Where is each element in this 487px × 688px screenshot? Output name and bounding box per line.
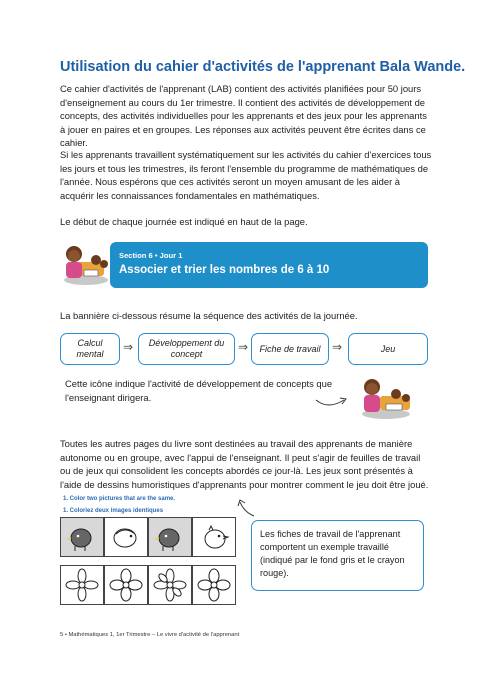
bird-icon [105,518,147,556]
example-cell [148,517,192,557]
flower-icon [105,566,147,604]
flow-step-game: Jeu [348,333,428,365]
example-cell [60,517,104,557]
curved-arrow-icon [314,392,354,410]
example-cell [104,517,148,557]
curved-arrow-icon [236,498,258,520]
flower-icon [149,566,191,604]
example-cell [104,565,148,605]
bird-icon [61,518,103,556]
example-heading-en: 1. Color two pictures that are the same. [63,496,176,502]
flow-arrow-icon: ⇒ [332,340,343,354]
example-cell [192,565,236,605]
flow-step-worksheet: Fiche de travail [251,333,329,365]
flower-icon [61,566,103,604]
worksheet-info-box: Les fiches de travail de l'apprenant comportent un exemple travaillé (indiqué par le fond gris et le crayon rouge). [251,520,424,591]
icon-explanation-paragraph: Cette icône indique l'activité de développement de concepts que l'enseignant dirigera. [65,378,333,403]
teacher-icon [60,240,112,286]
sequence-paragraph: La bannière ci-dessous résume la séquence des activités de la journée. [60,310,358,321]
banner-section-label: Section 6 • Jour 1 [119,251,183,260]
day-banner [110,242,428,288]
teacher-icon [356,374,414,420]
banner-title: Associer et trier les nombres de 6 à 10 [119,264,330,276]
example-row-birds [60,517,234,557]
example-row-flowers [60,565,234,605]
example-cell [60,565,104,605]
flow-step-mental-math: Calcul mental [60,333,120,365]
day-start-paragraph: Le début de chaque journée est indiqué en haut de la page. [60,216,308,227]
flower-icon [193,566,235,604]
program-paragraph: Si les apprenants travaillent systématiquement sur les activités du cahier d'exercices tous les jours et tous les trimestres, ils feront l'ensemble du programme de mathématiques de l'année. Nous espérons que ces activités seront un moyen amusant de les aider à acquérir les connaissances fondamentales en mathématiques. [60,149,432,201]
flow-arrow-icon: ⇒ [238,340,249,354]
flow-arrow-icon: ⇒ [123,340,134,354]
bird-icon [149,518,191,556]
example-heading-fr: 1. Coloriez deux images identiques [63,508,164,514]
page-footer: 5 • Mathématiques 1, 1er Trimestre – Le vivre d'activité de l'apprenant [60,632,240,638]
autonomous-work-paragraph: Toutes les autres pages du livre sont destinées au travail des apprenants de manière autonome ou en groupe, avec l'appui de l'enseignant. Il peut s'agir de feuilles de travail ou de jeux qui consolident les concepts abordés ce jour-là. Les jeux sont présentés à l'aide de dessins humoristiques d'apprenants pour montrer comment le jeu doit être joué. [60,438,429,490]
intro-paragraph: Ce cahier d'activités de l'apprenant (LAB) contient des activités planifiées pour 50 jours d'enseignement au cours du 1er trimestre. Il contient des activités de développement de concepts, des activités individuelles pour les apprenants et des jeux pour les apprenants à jouer en paires et en groupes. Les réponses aux activités peuvent être écrites dans ce cahier. [60,83,427,149]
example-cell [148,565,192,605]
page-title: Utilisation du cahier d'activités de l'apprenant Bala Wande. [60,59,466,75]
example-cell [192,517,236,557]
flow-step-concept-development: Développement du concept [138,333,235,365]
bird-icon [193,518,235,556]
